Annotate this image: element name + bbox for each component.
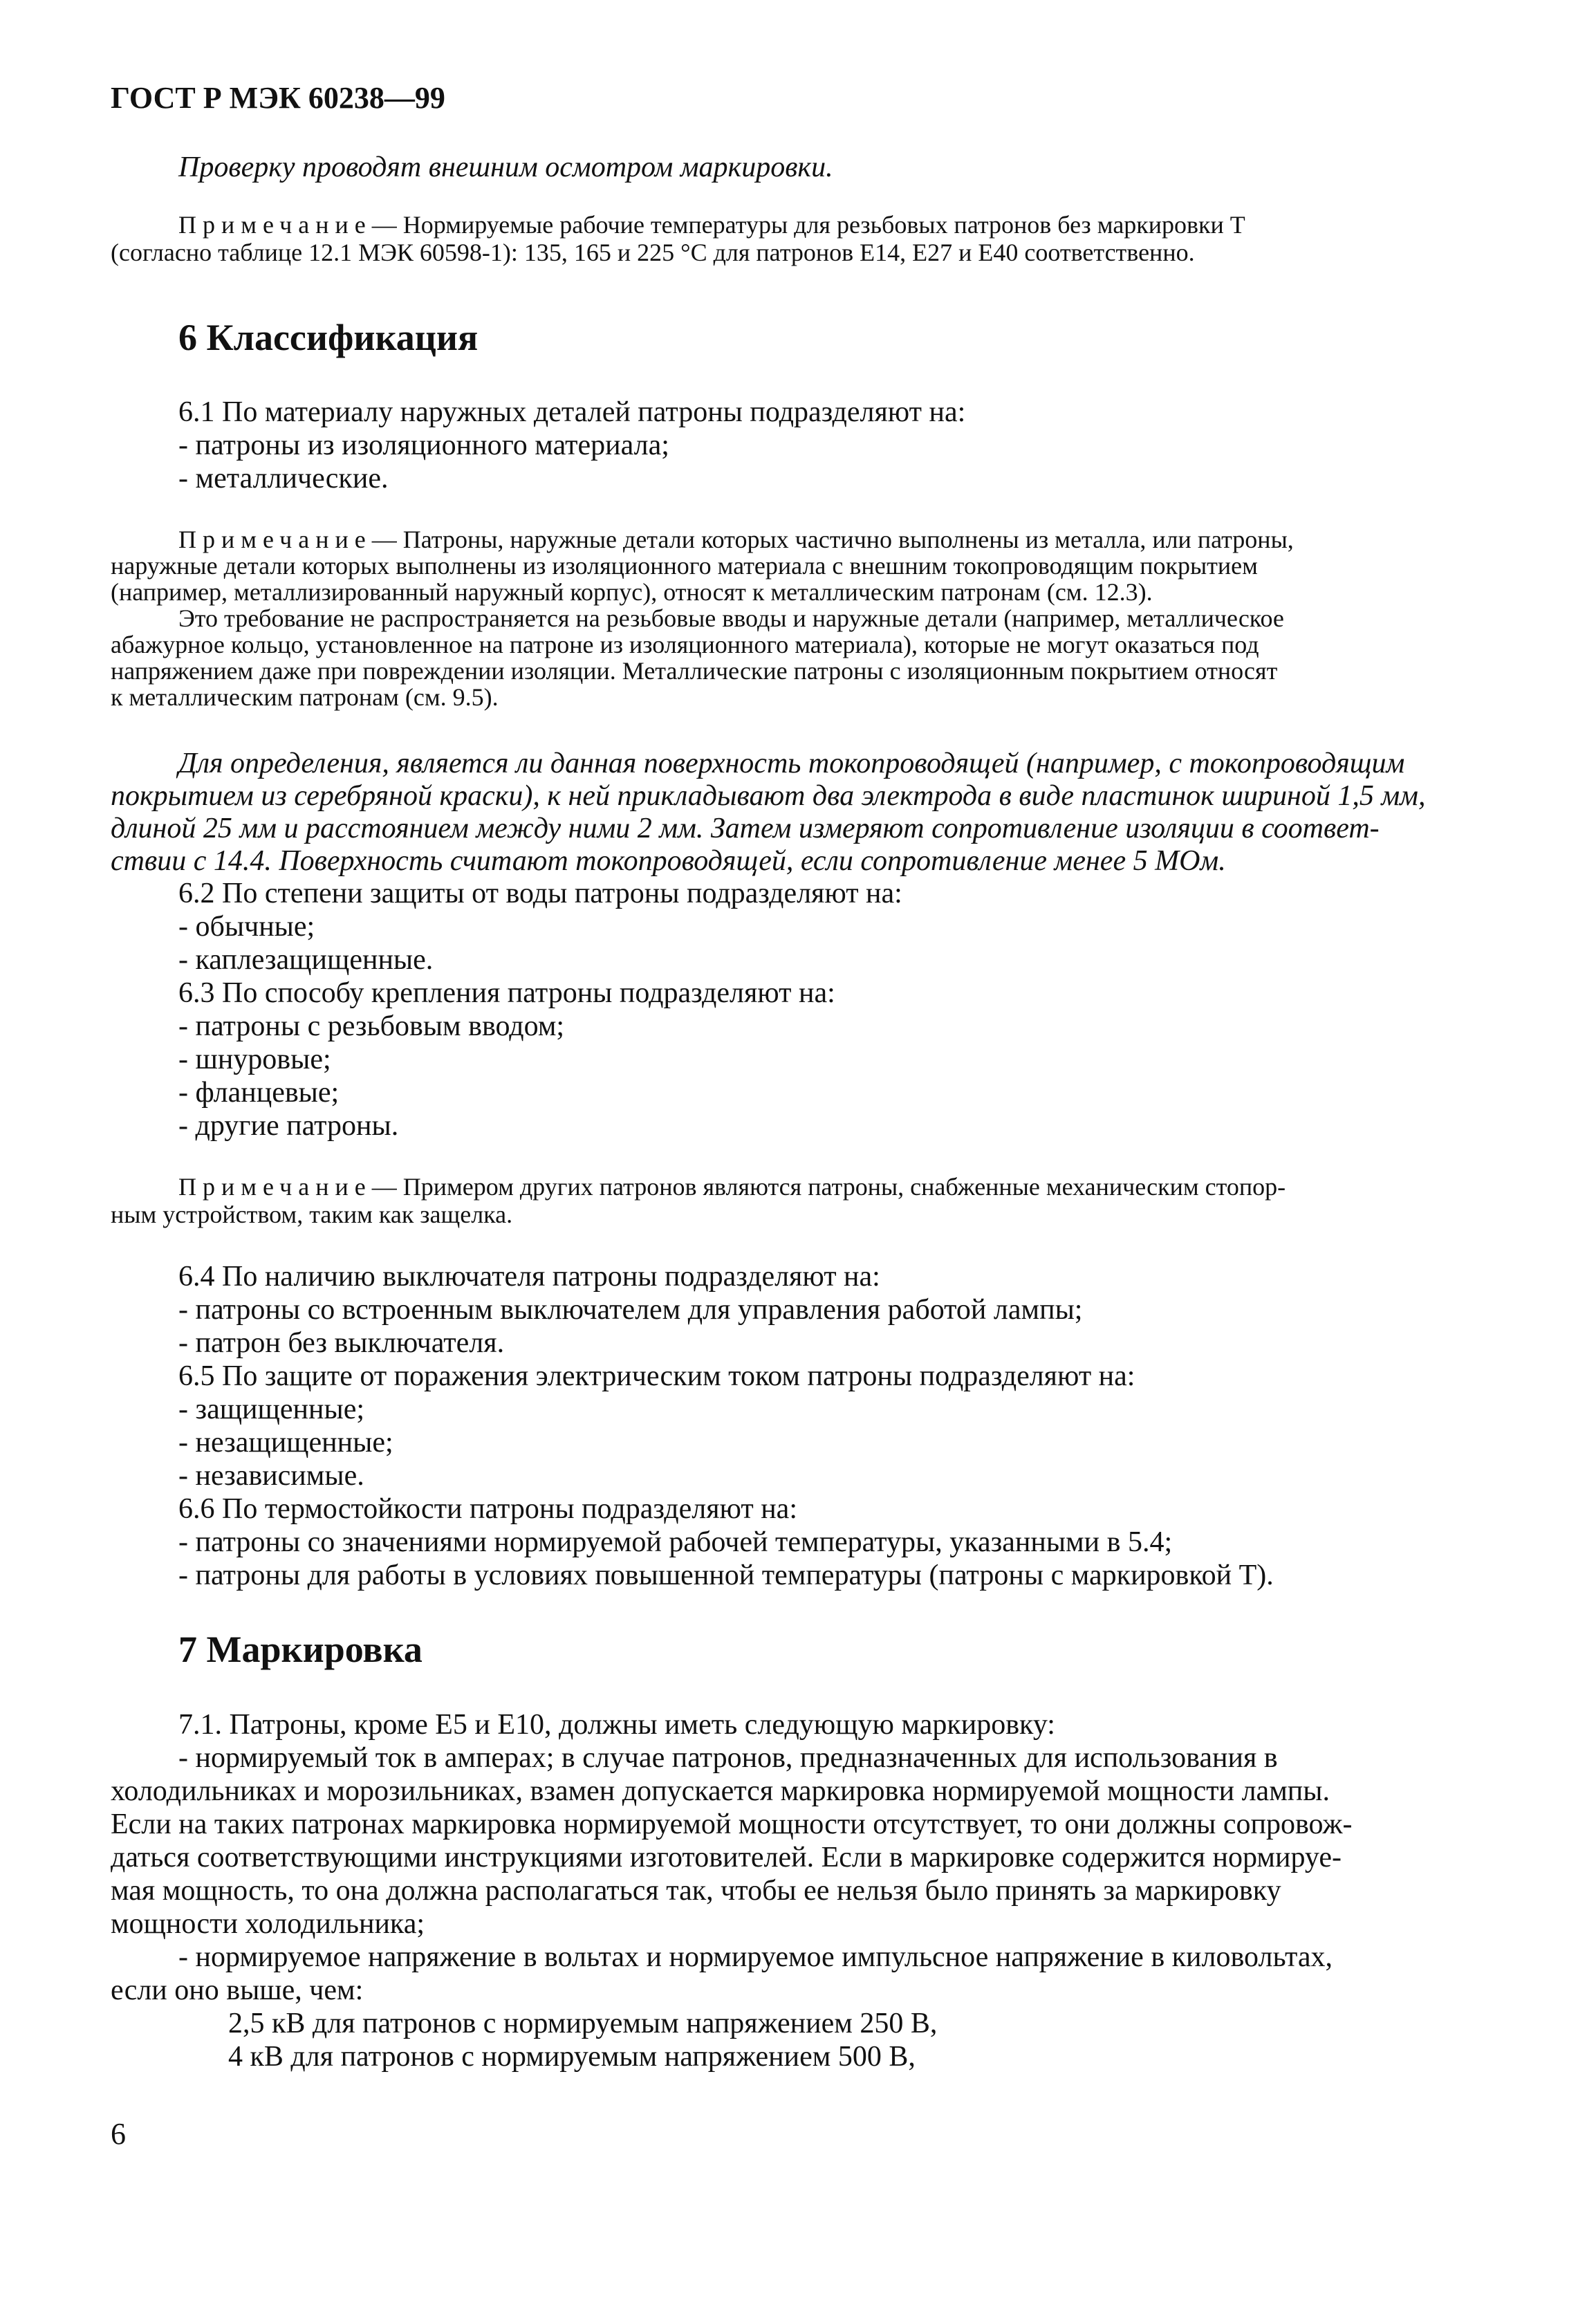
- italic-para-line-1: Для определения, является ли данная поверхность токопроводящей (например, с токопроводящим: [178, 748, 1405, 779]
- page-number: 6: [111, 2117, 126, 2151]
- note-label: Примечание: [178, 526, 372, 553]
- note-2-line-7: к металлическим патронам (см. 9.5).: [111, 683, 499, 711]
- document-header: ГОСТ Р МЭК 60238—99: [111, 81, 445, 115]
- s6-1-heading: 6.1 По материалу наружных деталей патроны подразделяют на:: [178, 396, 966, 428]
- list-item: - патроны для работы в условиях повышенной температуры (патроны с маркировкой T).: [178, 1560, 1274, 1591]
- list-item: - каплезащищенные.: [178, 944, 434, 976]
- list-item: - патроны со встроенным выключателем для управления работой лампы;: [178, 1294, 1083, 1326]
- s7-1-bullet-1-line-5: мая мощность, то она должна располагаться так, чтобы ее нельзя было принять за маркировку: [111, 1875, 1281, 1907]
- note-2-line-2: наружные детали которых выполнены из изоляционного материала с внешним токопроводящим покрытием: [111, 552, 1258, 580]
- s7-1-bullet-2-line-1: - нормируемое напряжение в вольтах и нормируемое импульсное напряжение в киловольтах,: [178, 1941, 1333, 1973]
- s7-1-bullet-1-line-4: даться соответствующими инструкциями изготовителей. Если в маркировке содержится нормируе-: [111, 1842, 1342, 1873]
- note-2-line-5: абажурное кольцо, установленное на патроне из изоляционного материала), которые не могут оказаться под: [111, 631, 1259, 658]
- note-label: Примечание: [178, 1173, 372, 1201]
- s7-1-heading: 7.1. Патроны, кроме Е5 и Е10, должны иметь следующую маркировку:: [178, 1709, 1055, 1741]
- list-item: - патроны из изоляционного материала;: [178, 429, 669, 461]
- list-item: - шнуровые;: [178, 1044, 331, 1075]
- list-item: - другие патроны.: [178, 1110, 399, 1142]
- note-2-line-1: Примечание— Патроны, наружные детали которых частично выполнены из металла, или патроны,: [178, 526, 1294, 553]
- s6-6-heading: 6.6 По термостойкости патроны подразделяют на:: [178, 1493, 797, 1525]
- list-item: - патроны со значениями нормируемой рабочей температуры, указанными в 5.4;: [178, 1526, 1173, 1558]
- note-label: Примечание: [178, 211, 372, 239]
- list-item: - фланцевые;: [178, 1077, 340, 1109]
- italic-para-line-4: ствии с 14.4. Поверхность считают токопроводящей, если сопротивление менее 5 МОм.: [111, 845, 1226, 877]
- italic-para-line-2: покрытием из серебряной краски), к ней прикладывают два электрода в виде пластинок шириной 1,5 мм,: [111, 780, 1426, 812]
- s6-3-heading: 6.3 По способу крепления патроны подразделяют на:: [178, 977, 835, 1009]
- list-item: - защищенные;: [178, 1394, 365, 1425]
- check-paragraph: Проверку проводят внешним осмотром маркировки.: [178, 151, 833, 183]
- s7-1-bullet-2-line-2: если оно выше, чем:: [111, 1974, 364, 2006]
- note-3-line-2: ным устройством, таким как защелка.: [111, 1201, 513, 1228]
- list-item: - патрон без выключателя.: [178, 1327, 505, 1359]
- list-item: - незащищенные;: [178, 1427, 393, 1459]
- list-item: - металлические.: [178, 463, 389, 494]
- s7-1-bullet-1-line-3: Если на таких патронах маркировка нормируемой мощности отсутствует, то они должны сопровож-: [111, 1808, 1353, 1840]
- section-7-title: 7 Маркировка: [178, 1629, 423, 1670]
- s7-1-bullet-1-line-6: мощности холодильника;: [111, 1908, 425, 1940]
- note-2-line-3: (например, металлизированный наружный корпус), относят к металлическим патронам (см. 12.3).: [111, 578, 1153, 606]
- s6-5-heading: 6.5 По защите от поражения электрическим током патроны подразделяют на:: [178, 1360, 1135, 1392]
- note-3-line-1: Примечание— Примером других патронов являются патроны, снабженные механическим стопор-: [178, 1173, 1286, 1201]
- note-1-line-2: (согласно таблице 12.1 МЭК 60598-1): 135, 165 и 225 °С для патронов Е14, Е27 и Е40 соответственно.: [111, 239, 1195, 266]
- list-item: - патроны с резьбовым вводом;: [178, 1010, 565, 1042]
- s7-1-voltage-line-2: 4 кВ для патронов с нормируемым напряжением 500 В,: [228, 2041, 916, 2073]
- s7-1-bullet-1-line-2: холодильниках и морозильниках, взамен допускается маркировка нормируемой мощности лампы.: [111, 1775, 1330, 1807]
- section-6-title: 6 Классификация: [178, 317, 479, 358]
- note-2-line-6: напряжением даже при повреждении изоляции. Металлические патроны с изоляционным покрытием относят: [111, 657, 1278, 685]
- s6-2-heading: 6.2 По степени защиты от воды патроны подразделяют на:: [178, 878, 902, 909]
- list-item: - обычные;: [178, 911, 315, 943]
- note-2-line-4: Это требование не распространяется на резьбовые вводы и наружные детали (например, металлическое: [178, 604, 1284, 632]
- s6-4-heading: 6.4 По наличию выключателя патроны подразделяют на:: [178, 1261, 880, 1293]
- list-item: - независимые.: [178, 1460, 364, 1492]
- italic-para-line-3: длиной 25 мм и расстоянием между ними 2 мм. Затем измеряют сопротивление изоляции в соответ-: [111, 813, 1380, 844]
- s7-1-voltage-line-1: 2,5 кВ для патронов с нормируемым напряжением 250 В,: [228, 2008, 938, 2039]
- note-1-line-1: Примечание— Нормируемые рабочие температуры для резьбовых патронов без маркировки T: [178, 211, 1245, 239]
- s7-1-bullet-1-line-1: - нормируемый ток в амперах; в случае патронов, предназначенных для использования в: [178, 1742, 1278, 1774]
